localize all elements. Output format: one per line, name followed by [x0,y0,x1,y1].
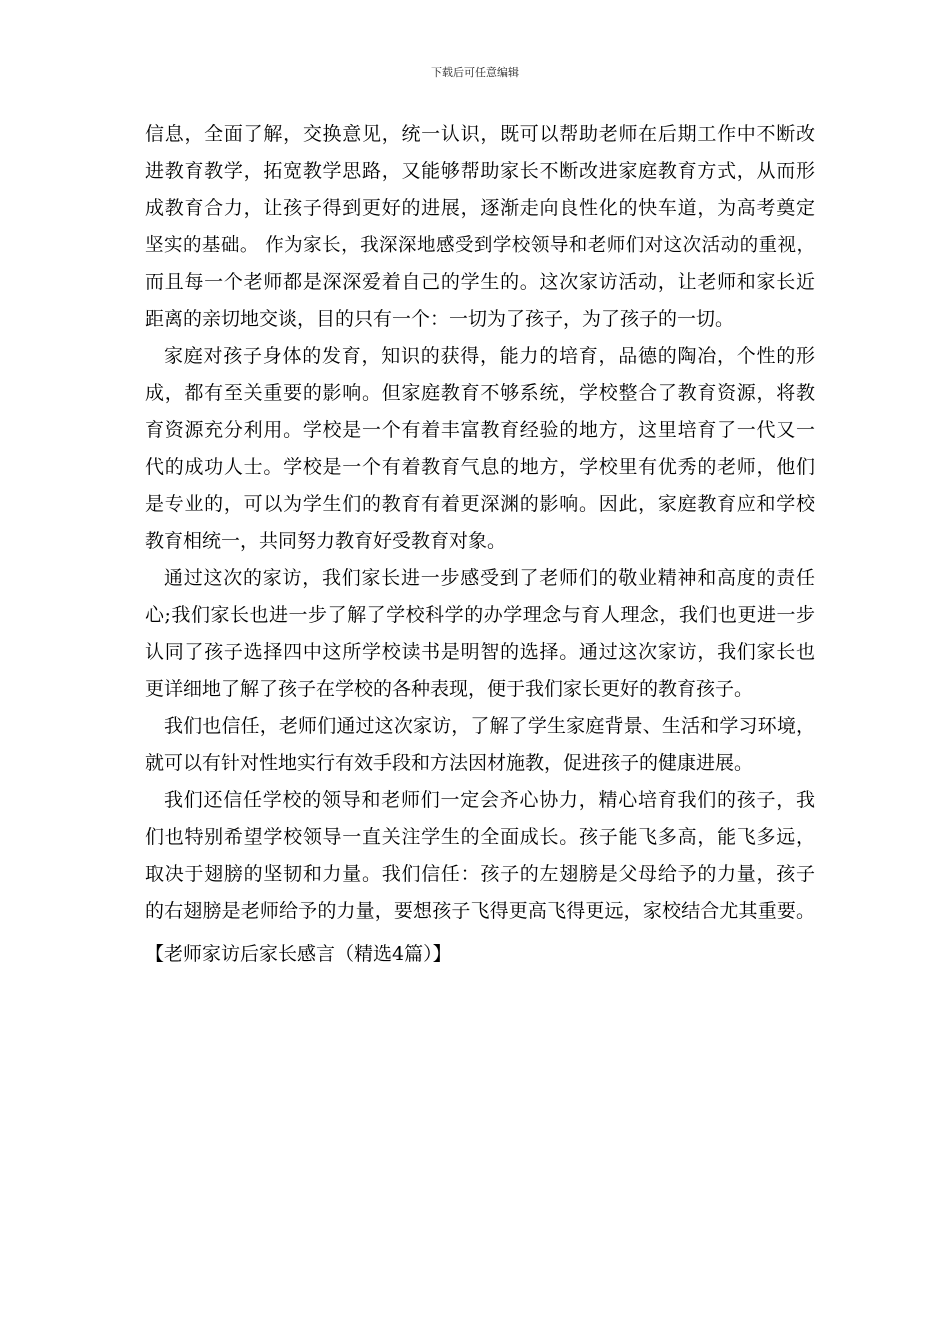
text-line: 取决于翅膀的坚韧和力量。我们信任：孩子的左翅膀是父母给予的力量，孩子 [145,863,815,885]
text-line: 坚实的基础。 作为家长，我深深地感受到学校领导和老师们对这次活动的重视， [145,235,815,256]
text-line: 进教育教学，拓宽教学思路，又能够帮助家长不断改进家庭教育方式，从而形 [145,160,815,182]
text-line: 们也特别希望学校领导一直关注学生的全面成长。孩子能飞多高，能飞多远， [145,826,815,848]
text-line: 代的成功人士。学校是一个有着教育气息的地方，学校里有优秀的老师，他们 [145,456,815,478]
paragraph [145,116,815,338]
text-line: 成，都有至关重要的影响。但家庭教育不够系统，学校整合了教育资源，将教 [145,382,815,404]
text-line: 家庭对孩子身体的发育，知识的获得，能力的培育，品德的陶冶，个性的形 [164,345,815,367]
page-header: 下载后可任意编辑 [431,66,519,79]
paragraph [145,708,815,782]
section-title: 【老师家访后家长感言（精选4篇）】 [145,943,452,965]
text-line: 信息，全面了解，交换意见，统一认识，既可以帮助老师在后期工作中不断改 [145,123,815,145]
text-line: 教育相统一，共同努力教育好受教育对象。 [145,530,507,552]
text-line: 更详细地了解了孩子在学校的各种表现，便于我们家长更好的教育孩子。 [145,678,754,700]
paragraph [145,560,815,708]
text-line: 距离的亲切地交谈，目的只有一个：一切为了孩子，为了孩子的一切。 [145,308,735,330]
text-line: 通过这次的家访，我们家长进一步感受到了老师们的敬业精神和高度的责任 [164,567,815,589]
text-line: 的右翅膀是老师给予的力量，要想孩子飞得更高飞得更远，家校结合尤其重要。 [145,900,815,922]
text-line: 我们也信任，老师们通过这次家访，了解了学生家庭背景、生活和学习环境， [164,715,815,737]
paragraph [145,338,815,560]
document-body [145,116,815,930]
text-line: 心;我们家长也进一步了解了学校科学的办学理念与育人理念，我们也更进一步 [145,604,815,626]
text-line: 是专业的，可以为学生们的教育有着更深渊的影响。因此，家庭教育应和学校 [145,493,815,515]
text-line: 育资源充分利用。学校是一个有着丰富教育经验的地方，这里培育了一代又一 [145,419,815,441]
text-line: 就可以有针对性地实行有效手段和方法因材施教，促进孩子的健康进展。 [145,752,754,774]
text-line: 而且每一个老师都是深深爱着自己的学生的。这次家访活动，让老师和家长近 [145,271,815,293]
text-line: 成教育合力，让孩子得到更好的进展，逐渐走向良性化的快车道，为高考奠定 [145,197,815,219]
paragraph [145,782,815,930]
text-line: 认同了孩子选择四中这所学校读书是明智的选择。通过这次家访，我们家长也 [145,641,815,663]
text-line: 我们还信任学校的领导和老师们一定会齐心协力，精心培育我们的孩子，我 [164,789,815,811]
